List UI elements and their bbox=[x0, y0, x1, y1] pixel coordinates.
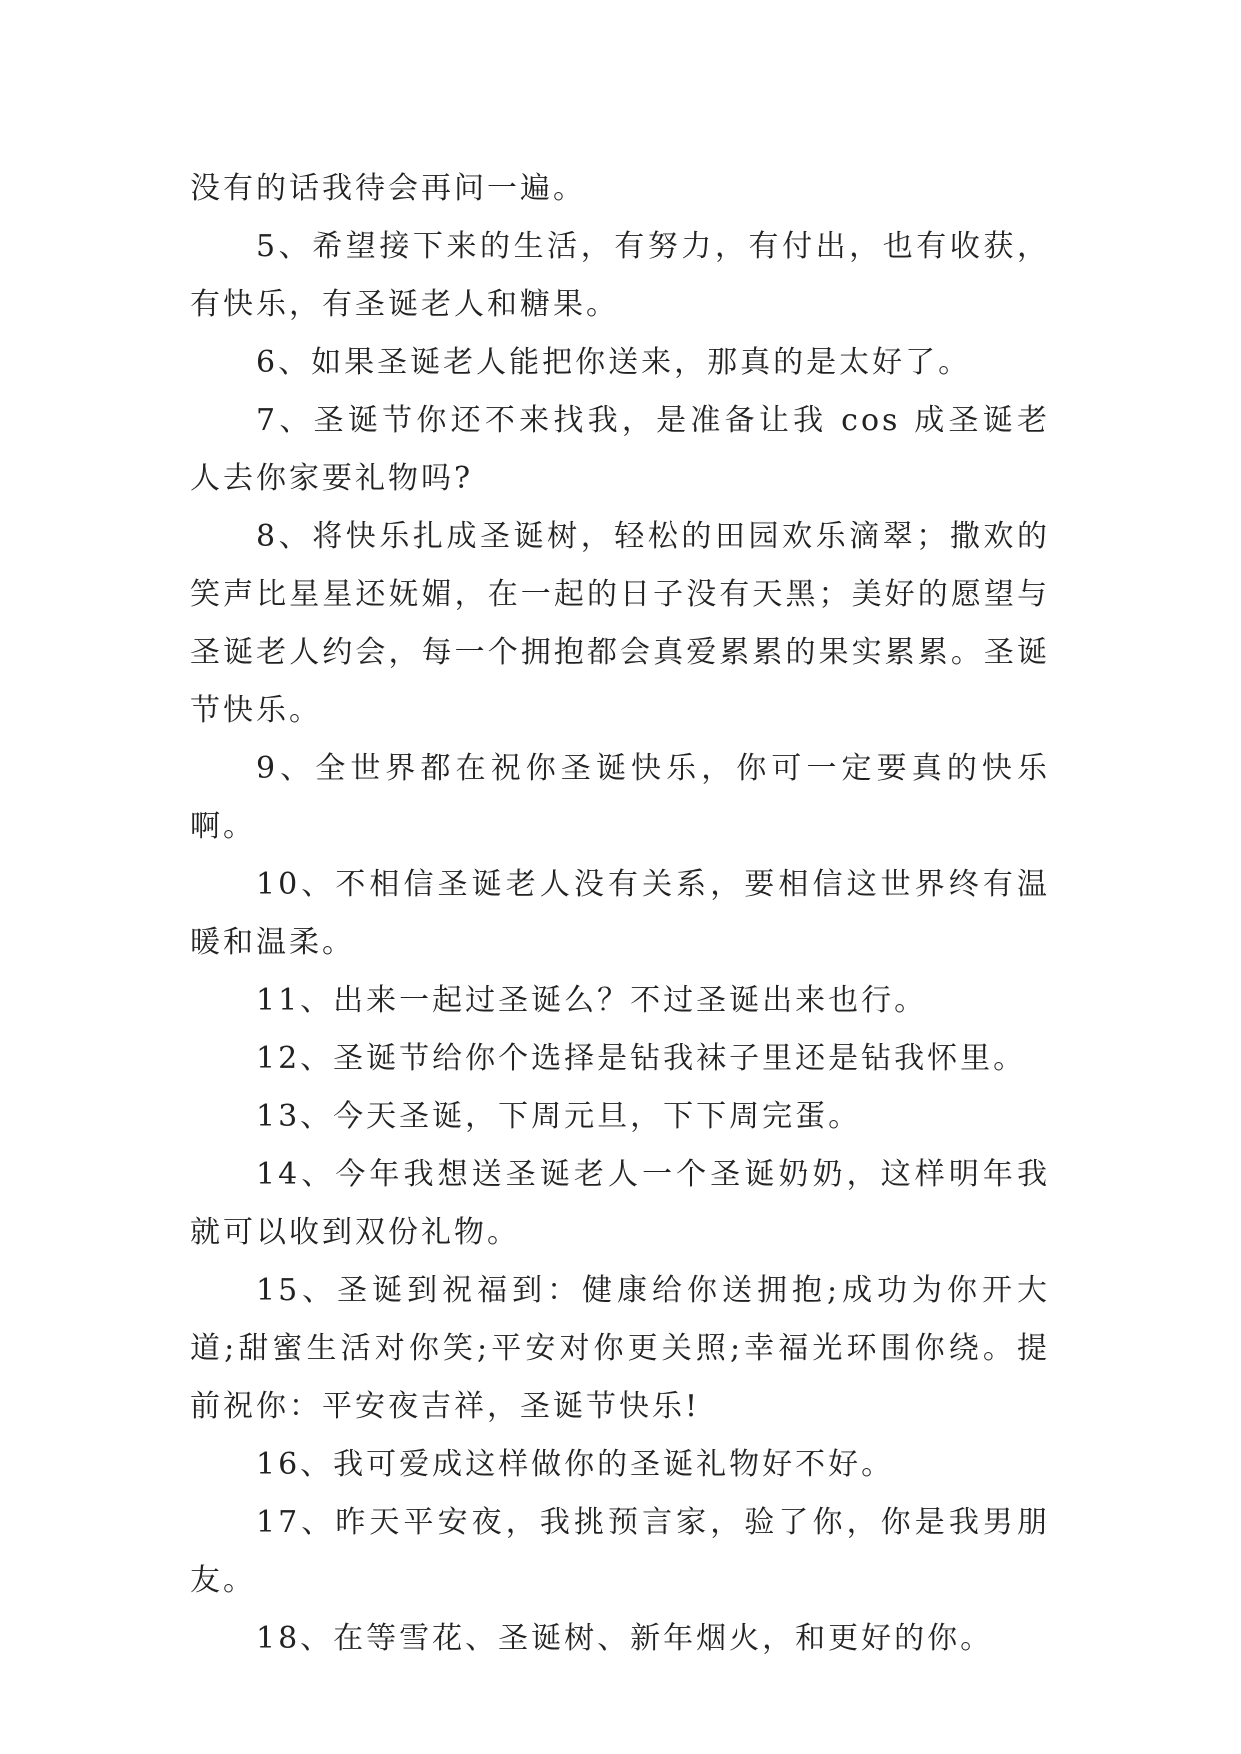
paragraph: 18、在等雪花、圣诞树、新年烟火，和更好的你。 bbox=[256, 1621, 994, 1656]
paragraph: 11、出来一起过圣诞么？不过圣诞出来也行。 bbox=[256, 983, 928, 1018]
paragraph: 13、今天圣诞，下周元旦，下下周完蛋。 bbox=[256, 1099, 862, 1134]
paragraph: 16、我可爱成这样做你的圣诞礼物好不好。 bbox=[256, 1447, 895, 1482]
paragraph: 7、圣诞节你还不来找我，是准备让我 cos 成圣诞老人去你家要礼物吗? bbox=[190, 403, 1050, 496]
paragraph: 9、全世界都在祝你圣诞快乐，你可一定要真的快乐啊。 bbox=[190, 751, 1050, 844]
paragraph: 6、如果圣诞老人能把你送来，那真的是太好了。 bbox=[256, 345, 972, 380]
paragraph: 5、希望接下来的生活，有努力，有付出，也有收获，有快乐，有圣诞老人和糖果。 bbox=[190, 229, 1050, 322]
paragraph: 8、将快乐扎成圣诞树，轻松的田园欢乐滴翠；撒欢的笑声比星星还妩媚，在一起的日子没有天黑；美好的愿望与圣诞老人约会，每一个拥抱都会真爱累累的果实累累。圣诞节快乐。 bbox=[190, 519, 1050, 728]
document-body bbox=[190, 160, 1050, 1668]
paragraph: 没有的话我待会再问一遍。 bbox=[190, 171, 586, 206]
paragraph: 17、昨天平安夜，我挑预言家，验了你，你是我男朋友。 bbox=[190, 1505, 1050, 1598]
paragraph: 10、不相信圣诞老人没有关系，要相信这世界终有温暖和温柔。 bbox=[190, 867, 1050, 960]
paragraph: 15、圣诞到祝福到：健康给你送拥抱;成功为你开大道;甜蜜生活对你笑;平安对你更关照;幸福光环围你绕。提前祝你：平安夜吉祥，圣诞节快乐! bbox=[190, 1273, 1050, 1424]
paragraph: 14、今年我想送圣诞老人一个圣诞奶奶，这样明年我就可以收到双份礼物。 bbox=[190, 1157, 1050, 1250]
paragraph: 12、圣诞节给你个选择是钻我袜子里还是钻我怀里。 bbox=[256, 1041, 1027, 1076]
